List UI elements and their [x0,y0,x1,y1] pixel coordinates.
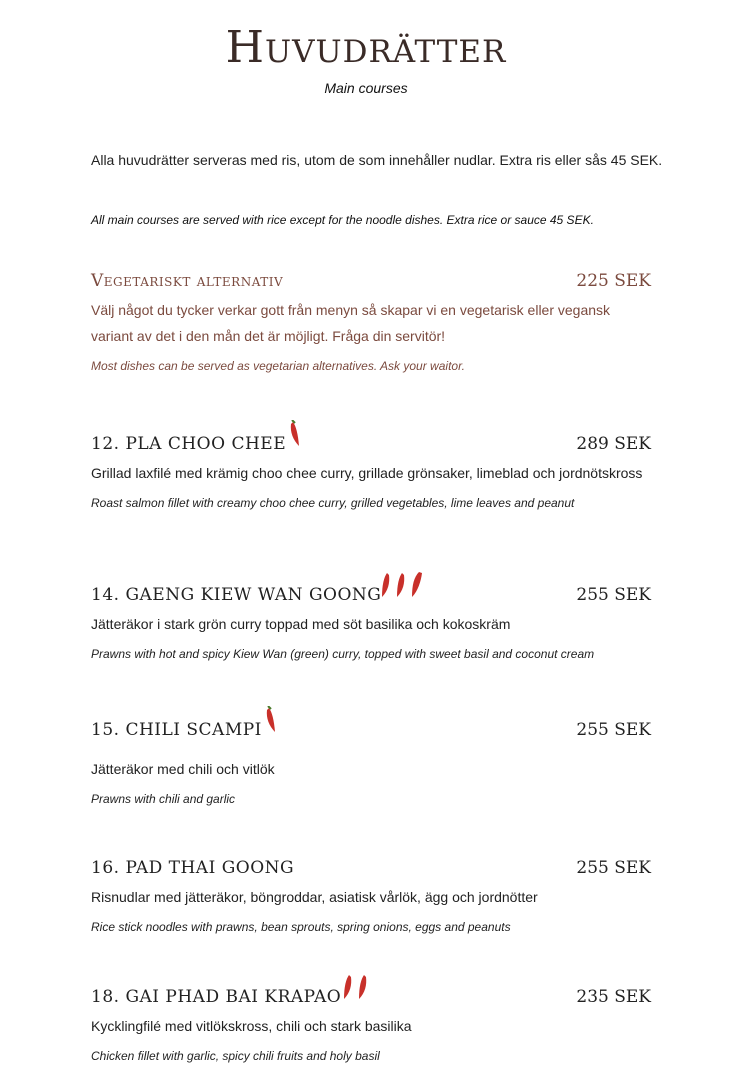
dish-price: 235 SEK [576,987,651,1007]
intro-text-en: All main courses are served with rice except for the noodle dishes. Extra rice or sauce 45 SEK. [91,213,594,227]
dish-name: 16. PAD THAI GOONG [91,858,295,878]
chili-icon [341,973,355,1001]
chili-rating [287,420,301,448]
dish-price: 255 SEK [576,720,651,740]
chili-rating [341,973,370,1001]
dish-price: 255 SEK [576,858,651,878]
dish-chili-scampi [91,720,651,806]
dish-description-sv: Kycklingfilé med vitlökskross, chili och stark basilika [91,1018,412,1034]
dish-description-sv: Grillad laxfilé med krämig choo chee curry, grillade grönsaker, limeblad och jordnötskross [91,465,643,481]
dish-price: 255 SEK [576,585,651,605]
dish-description-sv: Välj något du tycker verkar gott från menyn så skapar vi en vegetarisk eller vegansk variant av det i den mån det är möjligt. Fråga din servitör! [91,302,611,344]
intro-text-sv: Alla huvudrätter serveras med ris, utom de som innehåller nudlar. Extra ris eller sås 45 SEK. [91,152,663,168]
dish-pla-choo-chee [91,434,651,510]
dish-name: 12. PLA CHOO CHEE [91,434,287,454]
page-title: Huvudrätter [225,22,507,73]
dish-description-en: Chicken fillet with garlic, spicy chili fruits and holy basil [91,1049,380,1063]
dish-pad-thai-goong [91,858,651,934]
page-subtitle: Main courses [324,80,408,96]
dish-description-en: Rice stick noodles with prawns, bean sprouts, spring onions, eggs and peanuts [91,920,511,934]
dish-name: 15. CHILI SCAMPI [91,720,262,740]
dish-vegetarian [91,271,651,373]
dish-name: 18. GAI PHAD BAI KRAPAO [91,987,342,1007]
dish-gaeng-kiew-wan-goong [91,585,651,661]
dish-gai-phad-bai-krapao [91,987,651,1063]
chili-icon [287,420,301,448]
dish-description-en: Most dishes can be served as vegetarian alternatives. Ask your waitor. [91,359,465,373]
chili-icon [356,973,370,1001]
chili-icon [409,571,423,599]
chili-icon [394,571,408,599]
chili-icon [263,706,277,734]
dish-description-sv: Jätteräkor i stark grön curry toppad med söt basilika och kokoskräm [91,616,511,632]
dish-name: Vegetariskt alternativ [91,271,284,291]
dish-price: 289 SEK [576,434,651,454]
dish-description-sv: Jätteräkor med chili och vitlök [91,761,275,777]
chili-rating [263,706,277,734]
dish-description-en: Prawns with chili and garlic [91,792,236,806]
chili-icon [379,571,393,599]
dish-description-en: Roast salmon fillet with creamy choo chee curry, grilled vegetables, lime leaves and peanut [91,496,575,510]
dish-price: 225 SEK [576,271,651,291]
chili-rating [379,571,423,599]
dish-description-en: Prawns with hot and spicy Kiew Wan (green) curry, topped with sweet basil and coconut cream [91,647,595,661]
dish-description-sv: Risnudlar med jätteräkor, böngroddar, asiatisk vårlök, ägg och jordnötter [91,889,538,905]
dish-name: 14. GAENG KIEW WAN GOONG [91,585,382,605]
